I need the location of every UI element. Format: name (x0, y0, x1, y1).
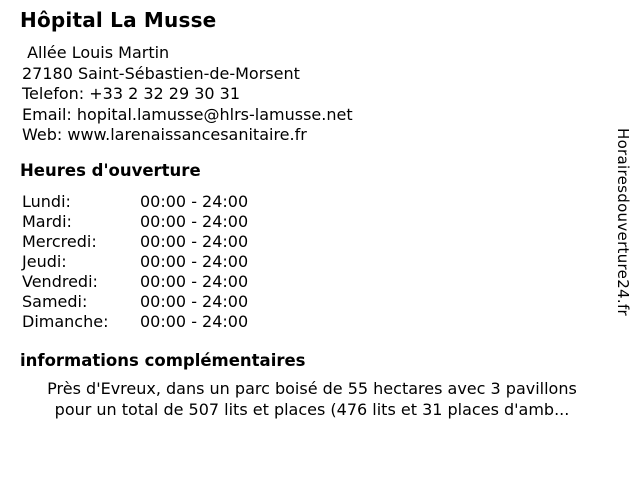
time-value: 00:00 - 24:00 (140, 312, 249, 331)
time-value: 00:00 - 24:00 (140, 212, 249, 231)
site-watermark: Horairesdouverture24.fr (614, 128, 632, 316)
opening-hours-table (22, 192, 248, 332)
contact-block (22, 43, 353, 146)
time-value: 00:00 - 24:00 (140, 292, 249, 311)
hours-row-thursday (22, 252, 248, 272)
additional-info-text (8, 378, 616, 420)
time-value: 00:00 - 24:00 (140, 252, 249, 271)
time-value: 00:00 - 24:00 (140, 232, 249, 251)
hours-row-saturday (22, 292, 248, 312)
time-value: 00:00 - 24:00 (140, 272, 249, 291)
address-line-2: 27180 Saint-Sébastien-de-Morsent (22, 63, 300, 83)
address-line-1: Allée Louis Martin (22, 43, 170, 62)
opening-hours-heading: Heures d'ouverture (20, 161, 201, 180)
hours-row-tuesday (22, 212, 248, 232)
hours-row-wednesday (22, 232, 248, 252)
email-line: Email: hopital.lamusse@hlrs-lamusse.net (22, 104, 353, 124)
day-label: Vendredi: (22, 272, 98, 291)
day-label: Mardi: (22, 212, 72, 231)
hours-row-sunday (22, 312, 248, 332)
day-label: Jeudi: (22, 252, 67, 271)
day-label: Samedi: (22, 292, 88, 311)
day-label: Lundi: (22, 192, 71, 211)
time-value: 00:00 - 24:00 (140, 192, 249, 211)
info-text-line-1: Près d'Evreux, dans un parc boisé de 55 hectares avec 3 pavillons (47, 379, 577, 398)
additional-info-heading: informations complémentaires (20, 351, 306, 370)
page-title: Hôpital La Musse (20, 8, 217, 32)
website-line: Web: www.larenaissancesanitaire.fr (22, 125, 307, 144)
hours-row-friday (22, 272, 248, 292)
day-label: Dimanche: (22, 312, 109, 331)
day-label: Mercredi: (22, 232, 97, 251)
hours-row-monday (22, 192, 248, 212)
phone-line: Telefon: +33 2 32 29 30 31 (22, 84, 241, 103)
info-text-line-2: pour un total de 507 lits et places (476 lits et 31 places d'amb... (54, 400, 570, 419)
